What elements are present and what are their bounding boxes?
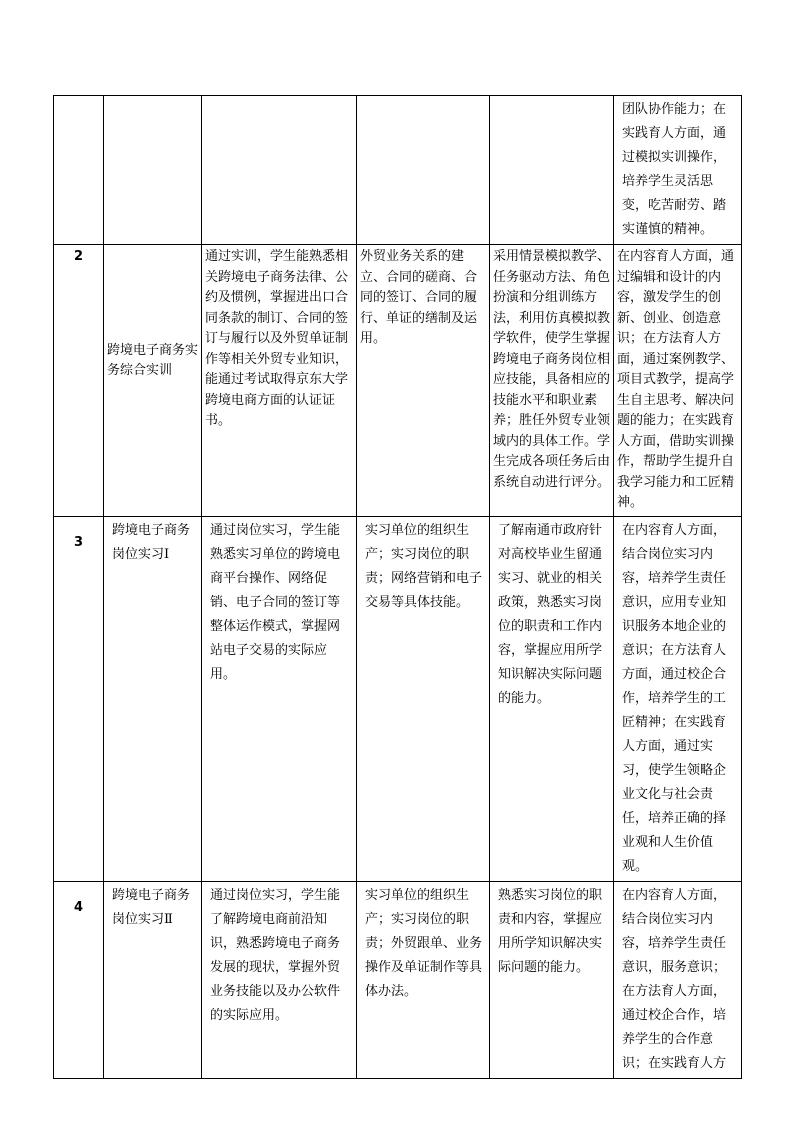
row-number — [54, 96, 104, 245]
table-row — [54, 245, 742, 517]
ideology-content: 在内容育人方面，通过编辑和设计的内容，激发学生的创新、创业、创造意识；在方法育人方面，通过案例教学、项目式教学，提高学生自主思考、解决问题的能力；在实践育人方面，借助实训操作，帮助学生提升自我学习能力和工匠精神。 — [614, 245, 742, 517]
course-content: 实习单位的组织生产；实习岗位的职责；外贸跟单、业务操作及单证制作等具体办法。 — [357, 881, 490, 1078]
course-name: 跨境电子商务岗位实习Ⅱ — [104, 881, 202, 1078]
teaching-method — [490, 96, 614, 245]
course-content — [357, 96, 490, 245]
table-row — [54, 881, 742, 1078]
ideology-content: 团队协作能力；在实践育人方面，通过模拟实训操作，培养学生灵活思变，吃苦耐劳、踏实谨慎的精神。 — [614, 96, 742, 245]
ideology-content: 在内容育人方面，结合岗位实习内容，培养学生责任意识，应用专业知识服务本地企业的意识；在方法育人方面，通过校企合作，培养学生的工匠精神；在实践育人方面，通过实习，使学生领略企业文化与社会责任，培养正确的择业观和人生价值观。 — [614, 516, 742, 881]
row-number: 3 — [54, 516, 104, 881]
course-goal: 通过实训，学生能熟悉相关跨境电子商务法律、公约及惯例，掌握进出口合同条款的制订、合同的签订与履行以及外贸单证制作等相关外贸专业知识，能通过考试取得京东大学跨境电商方面的认证证书。 — [202, 245, 357, 517]
teaching-method: 熟悉实习岗位的职责和内容，掌握应用所学知识解决实际问题的能力。 — [490, 881, 614, 1078]
course-name: 跨境电子商务岗位实习Ⅰ — [104, 516, 202, 881]
course-table — [53, 95, 742, 1079]
ideology-content: 在内容育人方面，结合岗位实习内容，培养学生责任意识，服务意识；在方法育人方面，通过校企合作，培养学生的合作意识；在实践育人方 — [614, 881, 742, 1078]
course-goal: 通过岗位实习，学生能熟悉实习单位的跨境电商平台操作、网络促销、电子合同的签订等整体运作模式，掌握网站电子交易的实际应用。 — [202, 516, 357, 881]
course-name: 跨境电子商务实务综合实训 — [104, 245, 202, 517]
table-row — [54, 516, 742, 881]
row-number: 4 — [54, 881, 104, 1078]
course-name — [104, 96, 202, 245]
teaching-method: 采用情景模拟教学、任务驱动方法、角色扮演和分组训练方法，利用仿真模拟教学软件，使学生掌握跨境电子商务岗位相应技能，具备相应的技能水平和职业素养；胜任外贸专业领域内的具体工作。学生完成各项任务后由系统自动进行评分。 — [490, 245, 614, 517]
course-goal — [202, 96, 357, 245]
course-content: 实习单位的组织生产；实习岗位的职责；网络营销和电子交易等具体技能。 — [357, 516, 490, 881]
table-row — [54, 96, 742, 245]
row-number: 2 — [54, 245, 104, 517]
teaching-method: 了解南通市政府针对高校毕业生留通实习、就业的相关政策，熟悉实习岗位的职责和工作内容，掌握应用所学知识解决实际问题的能力。 — [490, 516, 614, 881]
course-content: 外贸业务关系的建立、合同的磋商、合同的签订、合同的履行、单证的缮制及运用。 — [357, 245, 490, 517]
course-goal: 通过岗位实习，学生能了解跨境电商前沿知识，熟悉跨境电子商务发展的现状，掌握外贸业务技能以及办公软件的实际应用。 — [202, 881, 357, 1078]
